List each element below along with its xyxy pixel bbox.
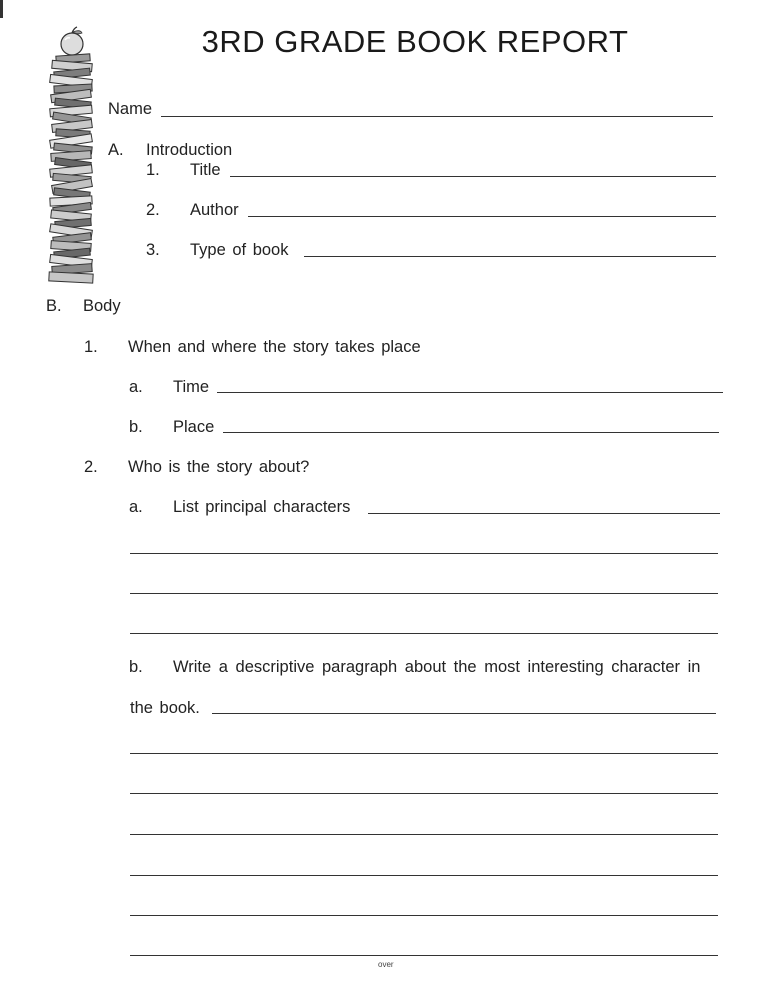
characters-answer-line-1[interactable] <box>130 553 718 554</box>
paragraph-answer-line-5[interactable] <box>130 915 718 916</box>
author-field-line[interactable] <box>248 216 716 217</box>
question-1-number: 1. <box>84 338 98 356</box>
introduction-heading: Introduction <box>146 141 233 159</box>
intro-item-3-number: 3. <box>146 241 160 259</box>
question-2-number: 2. <box>84 458 98 476</box>
characters-field-line[interactable] <box>368 513 720 514</box>
type-of-book-label: Type of book <box>190 241 289 259</box>
place-marker: b. <box>129 418 143 436</box>
book-stack-icon <box>44 26 100 288</box>
page-title: 3RD GRADE BOOK REPORT <box>201 24 629 59</box>
intro-item-2-number: 2. <box>146 201 160 219</box>
body-heading: Body <box>83 297 121 315</box>
paragraph-answer-line-3[interactable] <box>130 834 718 835</box>
paragraph-answer-line-6[interactable] <box>130 955 718 956</box>
stacked-books <box>49 54 93 283</box>
principal-characters-label: List principal characters <box>173 498 351 516</box>
time-field-line[interactable] <box>217 392 723 393</box>
paragraph-field-line[interactable] <box>212 713 716 714</box>
paragraph-answer-line-4[interactable] <box>130 875 718 876</box>
page-footer-over: over <box>378 960 394 969</box>
paragraph-prompt-text: Write a descriptive paragraph about the most interesting character in <box>173 658 701 676</box>
section-b-marker: B. <box>46 297 62 315</box>
scan-edge-mark <box>0 0 3 18</box>
characters-marker: a. <box>129 498 143 516</box>
characters-answer-line-2[interactable] <box>130 593 718 594</box>
characters-answer-line-3[interactable] <box>130 633 718 634</box>
type-of-book-field-line[interactable] <box>304 256 716 257</box>
question-1-text: When and where the story takes place <box>128 338 421 356</box>
time-marker: a. <box>129 378 143 396</box>
name-field-line[interactable] <box>161 116 713 117</box>
intro-item-1-number: 1. <box>146 161 160 179</box>
place-field-line[interactable] <box>223 432 719 433</box>
author-label: Author <box>190 201 239 219</box>
apple-icon <box>61 27 83 55</box>
paragraph-marker: b. <box>129 658 143 676</box>
title-label: Title <box>190 161 221 179</box>
name-label: Name <box>108 100 153 118</box>
title-field-line[interactable] <box>230 176 716 177</box>
section-a-marker: A. <box>108 141 124 159</box>
paragraph-prompt-continuation: the book. <box>130 699 200 717</box>
place-label: Place <box>173 418 215 436</box>
paragraph-answer-line-2[interactable] <box>130 793 718 794</box>
time-label: Time <box>173 378 210 396</box>
question-2-text: Who is the story about? <box>128 458 310 476</box>
paragraph-answer-line-1[interactable] <box>130 753 718 754</box>
